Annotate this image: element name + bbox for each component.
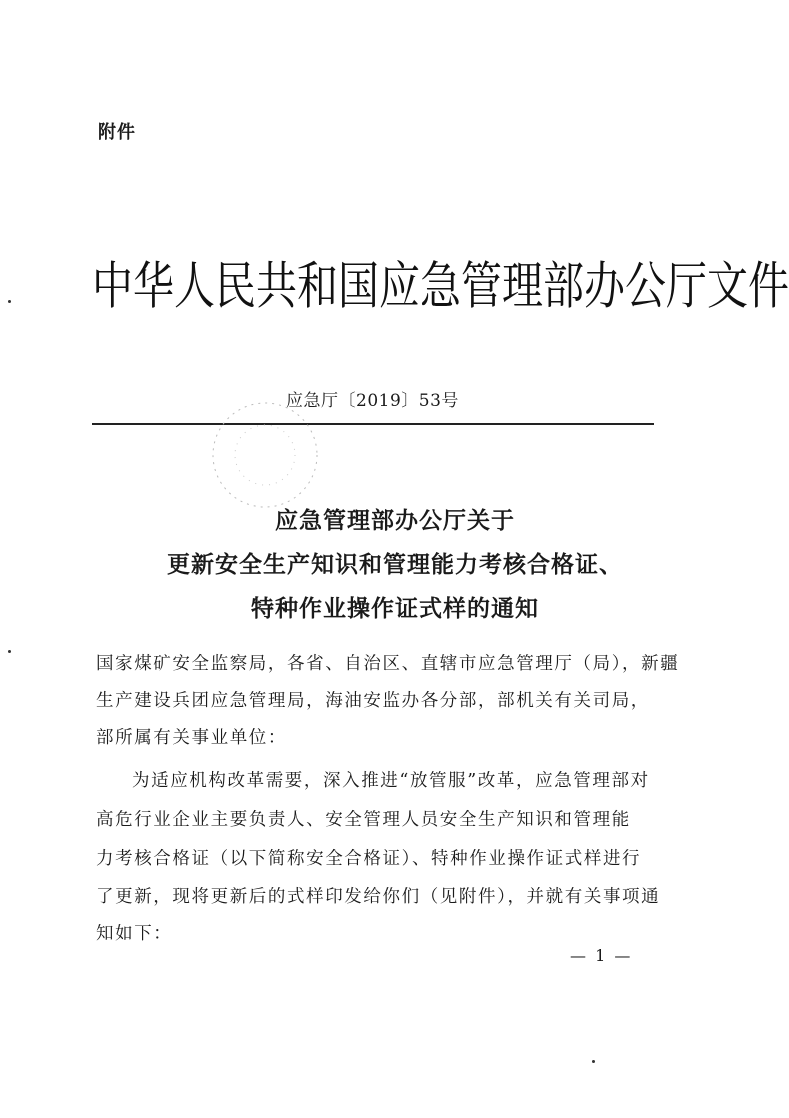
title-line-3: 特种作业操作证式样的通知 (251, 595, 539, 622)
document-number: 应急厅〔2019〕53号 (286, 391, 459, 411)
body-line: 部所属有关事业单位： (96, 728, 287, 748)
separator-rule (92, 423, 654, 425)
body-line: 生产建设兵团应急管理局，海油安监办各分部，部机关有关司局， (96, 691, 650, 711)
title-line-1: 应急管理部办公厅关于 (275, 507, 515, 534)
title-line-2: 更新安全生产知识和管理能力考核合格证、 (167, 551, 623, 578)
body-line: 国家煤矿安全监察局，各省、自治区、直辖市应急管理厅（局），新疆 (96, 654, 680, 674)
attachment-label: 附件 (98, 122, 136, 143)
scan-speck (8, 300, 11, 303)
masthead-title: 中华人民共和国应急管理部办公厅文件 (92, 256, 789, 316)
scan-speck (592, 1060, 595, 1063)
body-line: 力考核合格证（以下简称安全合格证）、特种作业操作证式样进行 (96, 849, 642, 869)
page-number: — 1 — (570, 946, 633, 965)
body-line: 了更新，现将更新后的式样印发给你们（见附件），并就有关事项通 (96, 887, 661, 907)
faint-seal-icon (205, 395, 325, 515)
body-line: 知如下： (96, 924, 173, 944)
body-line: 高危行业企业主要负责人、安全管理人员安全生产知识和管理能 (96, 810, 631, 830)
body-line: 为适应机构改革需要，深入推进“放管服”改革，应急管理部对 (132, 771, 650, 791)
scan-speck (8, 650, 11, 653)
